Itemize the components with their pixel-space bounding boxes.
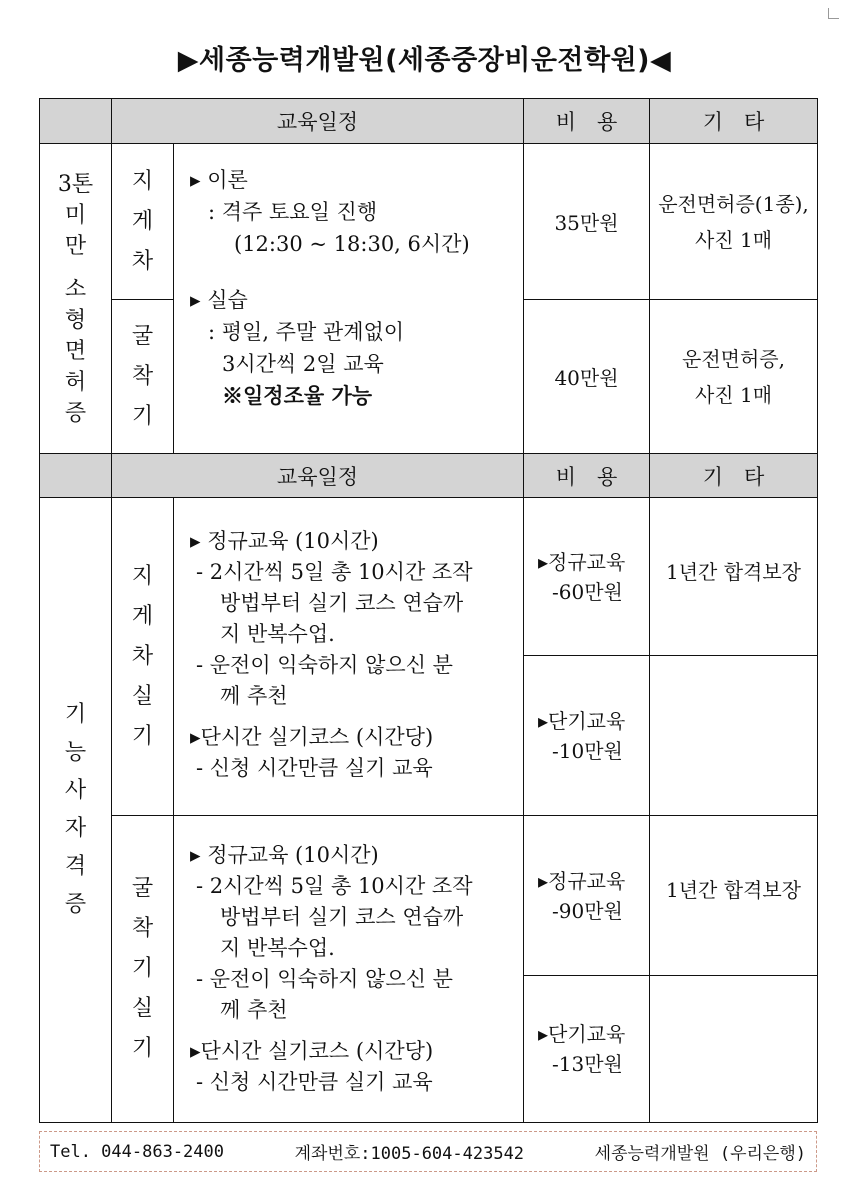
label-forklift: 지 게 차 xyxy=(112,144,174,300)
category-craftsman-license: 기 능 사 자 격 증 xyxy=(40,498,112,1123)
table-row xyxy=(40,144,818,300)
etc-blank xyxy=(650,976,818,1123)
etc-excavator: 운전면허증, 사진 1매 xyxy=(650,300,818,454)
schedule-forklift-practical: ▸ 정규교육 (10시간) - 2시간씩 5일 총 10시간 조작 방법부터 실기 코스 연습까 지 반복수업. - 운전이 익숙하지 않으신 분 께 추천 ▸단시간 실기코스 (시간당) - 신청 시간만큼 실기 교육 xyxy=(174,498,524,816)
etc-forklift: 운전면허증(1종), 사진 1매 xyxy=(650,144,818,300)
header-blank xyxy=(40,99,112,144)
header-schedule: 교육일정 xyxy=(112,99,524,144)
footer-account: 계좌번호:1005-604-423542 xyxy=(294,1144,525,1164)
page-corner-mark xyxy=(828,8,839,19)
category-small-license: 3톤 미 만 소 형 면 허 증 xyxy=(40,144,112,454)
header-etc: 기 타 xyxy=(650,454,818,498)
label-forklift-practical: 지 게 차 실 기 xyxy=(112,498,174,816)
fee-excavator-regular: ▸정규교육 -90만원 xyxy=(524,816,650,976)
fee-forklift-short: ▸단기교육 -10만원 xyxy=(524,656,650,816)
guarantee-forklift: 1년간 합격보장 xyxy=(650,498,818,656)
header-cost: 비 용 xyxy=(524,454,650,498)
footer-contact xyxy=(39,1131,817,1172)
table-header-row-1 xyxy=(40,99,818,144)
table-row xyxy=(40,498,818,656)
table-header-row-2 xyxy=(40,454,818,498)
guarantee-excavator: 1년간 합격보장 xyxy=(650,816,818,976)
footer-tel: Tel. 044-863-2400 xyxy=(50,1141,224,1162)
schedule-small-license: ▸ 이론 : 격주 토요일 진행 (12:30 ~ 18:30, 6시간) ▸ 실습 : 평일, 주말 관계없이 3시간씩 2일 교육 ※일정조율 가능 xyxy=(174,144,524,454)
label-excavator-practical: 굴 착 기 실 기 xyxy=(112,816,174,1123)
course-table xyxy=(39,98,818,1123)
header-cost: 비 용 xyxy=(524,99,650,144)
label-excavator: 굴 착 기 xyxy=(112,300,174,454)
practice-title: ▸ 실습 xyxy=(190,288,248,312)
footer-holder: 세종능력개발원 (우리은행) xyxy=(594,1144,806,1164)
header-etc: 기 타 xyxy=(650,99,818,144)
header-schedule: 교육일정 xyxy=(112,454,524,498)
header-blank xyxy=(40,454,112,498)
schedule-note: ※일정조율 가능 xyxy=(222,383,373,408)
etc-blank xyxy=(650,656,818,816)
table-row xyxy=(40,816,818,976)
theory-title: ▸ 이론 xyxy=(190,168,248,192)
fee-excavator: 40만원 xyxy=(524,300,650,454)
page-title: ▶세종능력개발원(세종중장비운전학원)◀ xyxy=(177,45,672,76)
fee-forklift-regular: ▸정규교육 -60만원 xyxy=(524,498,650,656)
schedule-excavator-practical: ▸ 정규교육 (10시간) - 2시간씩 5일 총 10시간 조작 방법부터 실기 코스 연습까 지 반복수업. - 운전이 익숙하지 않으신 분 께 추천 ▸단시간 실기코스 (시간당) - 신청 시간만큼 실기 교육 xyxy=(174,816,524,1123)
fee-forklift: 35만원 xyxy=(524,144,650,300)
fee-excavator-short: ▸단기교육 -13만원 xyxy=(524,976,650,1123)
